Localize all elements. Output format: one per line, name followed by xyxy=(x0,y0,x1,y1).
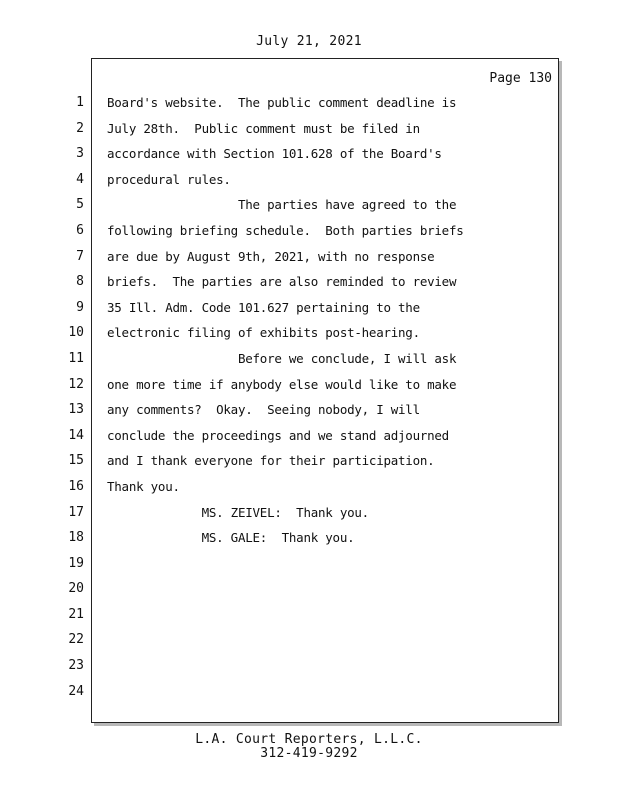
transcript-line xyxy=(107,679,547,705)
line-number-column xyxy=(60,90,84,704)
transcript-line: Board's website. The public comment deadline is xyxy=(107,95,457,110)
line-number: 22 xyxy=(68,632,84,648)
transcript-line: Thank you. xyxy=(107,478,180,494)
line-number: 10 xyxy=(68,325,84,341)
transcript-line: Before we conclude, I will ask xyxy=(107,350,457,366)
line-number: 20 xyxy=(68,581,84,597)
footer-company: L.A. Court Reporters, L.L.C. xyxy=(195,732,423,747)
transcript-line: procedural rules. xyxy=(107,171,231,187)
header-date: July 21, 2021 xyxy=(256,34,362,49)
line-number: 7 xyxy=(76,248,84,264)
transcript-line: MS. GALE: Thank you. xyxy=(107,530,355,546)
line-number: 16 xyxy=(68,478,84,494)
line-number: 23 xyxy=(68,658,84,674)
line-number: 5 xyxy=(76,197,84,213)
line-number: 17 xyxy=(68,504,84,520)
line-number: 11 xyxy=(68,350,84,366)
line-number: 6 xyxy=(76,222,84,238)
transcript-line xyxy=(107,576,547,602)
line-number: 9 xyxy=(76,299,84,315)
transcript-line: July 28th. Public comment must be filed in xyxy=(107,120,420,136)
line-number: 13 xyxy=(68,402,84,418)
transcript-line xyxy=(107,551,547,577)
footer-phone: 312-419-9292 xyxy=(260,746,358,761)
transcript-line: and I thank everyone for their participation. xyxy=(107,453,435,469)
footer xyxy=(0,733,618,761)
transcript-line: one more time if anybody else would like to make xyxy=(107,376,457,392)
transcript-line: 35 Ill. Adm. Code 101.627 pertaining to the xyxy=(107,299,420,315)
line-number: 1 xyxy=(76,95,84,110)
line-number: 14 xyxy=(68,427,84,443)
transcript-line xyxy=(107,627,547,653)
page-number: Page 130 xyxy=(489,71,552,86)
transcript-line: electronic filing of exhibits post-hearing. xyxy=(107,325,420,341)
line-number: 2 xyxy=(76,120,84,136)
transcript-text xyxy=(107,90,547,704)
transcript-line: conclude the proceedings and we stand adjourned xyxy=(107,427,449,443)
transcript-line: MS. ZEIVEL: Thank you. xyxy=(107,504,369,520)
line-number: 4 xyxy=(76,171,84,187)
line-number: 18 xyxy=(68,530,84,546)
line-number: 8 xyxy=(76,274,84,290)
transcript-line: following briefing schedule. Both parties briefs xyxy=(107,222,464,238)
transcript-line: briefs. The parties are also reminded to review xyxy=(107,274,457,290)
line-number: 19 xyxy=(68,555,84,571)
transcript-line: are due by August 9th, 2021, with no response xyxy=(107,248,435,264)
transcript-line: accordance with Section 101.628 of the Board's xyxy=(107,146,442,162)
line-number: 12 xyxy=(68,376,84,392)
transcript-line xyxy=(107,602,547,628)
line-number: 15 xyxy=(68,453,84,469)
line-number: 21 xyxy=(68,606,84,622)
transcript-line: any comments? Okay. Seeing nobody, I will xyxy=(107,402,420,418)
transcript-line: The parties have agreed to the xyxy=(107,197,457,213)
transcript-line xyxy=(107,653,547,679)
line-number: 3 xyxy=(76,146,84,162)
line-number: 24 xyxy=(68,683,84,699)
